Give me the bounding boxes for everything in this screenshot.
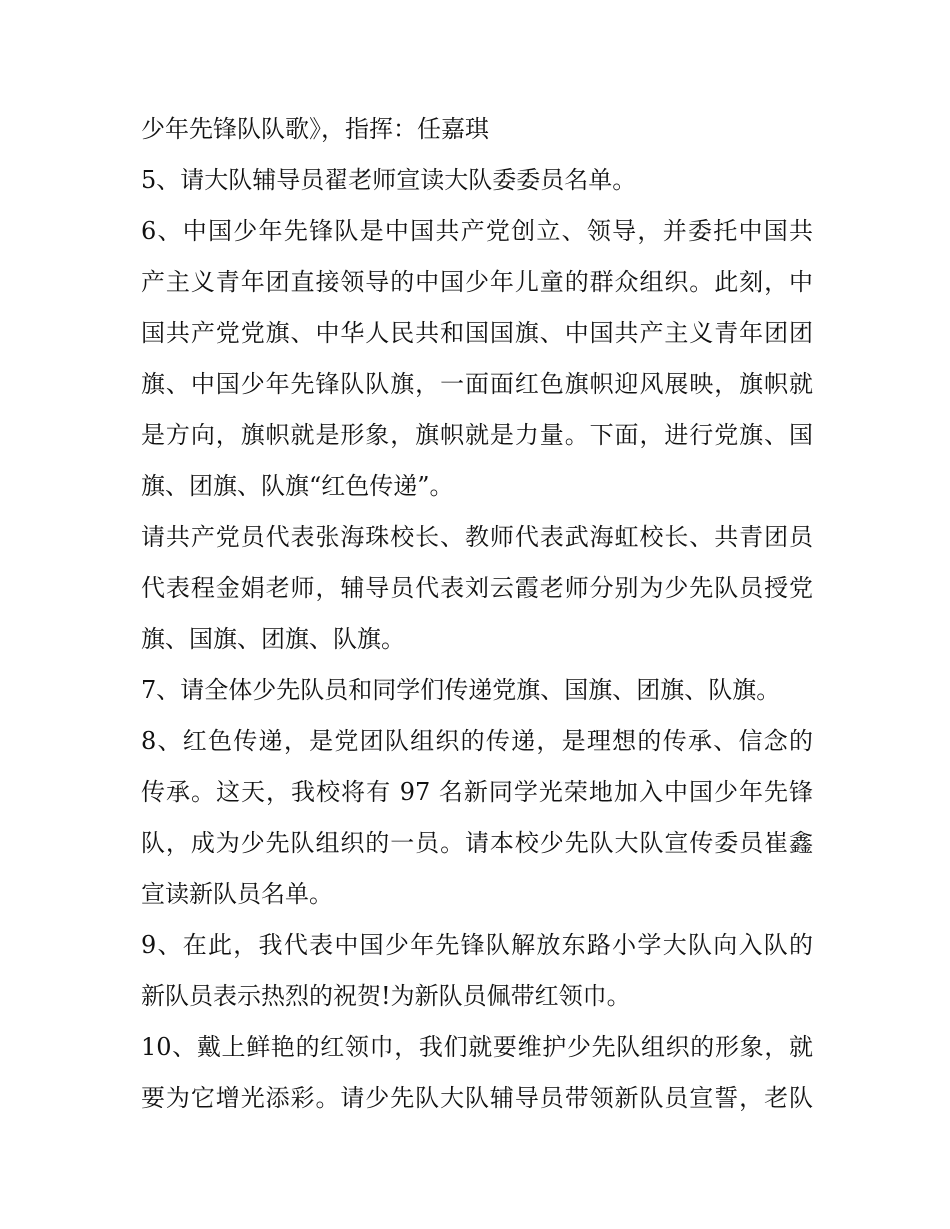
text-line: 代表程金娟老师，辅导员代表刘云霞老师分别为少先队员授党 [141, 574, 813, 602]
text-line: 新队员表示热烈的祝贺!为新队员佩带红领巾。 [141, 982, 631, 1010]
text-line: 10、戴上鲜艳的红领巾，我们就要维护少先队组织的形象，就 [141, 1033, 813, 1061]
text-line: 队，成为少先队组织的一员。请本校少先队大队宣传委员崔鑫 [141, 829, 813, 857]
text-line: 5、请大队辅导员翟老师宣读大队委委员名单。 [141, 166, 637, 194]
text-line: 旗、中国少年先锋队队旗，一面面红色旗帜迎风展映，旗帜就 [141, 370, 813, 398]
text-line: 国共产党党旗、中华人民共和国国旗、中国共产主义青年团团 [141, 319, 813, 347]
text-line: 宣读新队员名单。 [141, 880, 333, 908]
text-line: 要为它增光添彩。请少先队大队辅导员带领新队员宣誓，老队 [141, 1084, 813, 1112]
text-line: 6、中国少年先锋队是中国共产党创立、领导，并委托中国共 [141, 217, 813, 245]
text-line: 传承。这天，我校将有 97 名新同学光荣地加入中国少年先锋 [141, 778, 813, 806]
text-line: 9、在此，我代表中国少年先锋队解放东路小学大队向入队的 [141, 931, 813, 959]
text-line: 旗、国旗、团旗、队旗。 [141, 625, 405, 653]
text-line: 产主义青年团直接领导的中国少年儿童的群众组织。此刻，中 [141, 268, 813, 296]
text-line: 7、请全体少先队员和同学们传递党旗、国旗、团旗、队旗。 [141, 676, 781, 704]
document-body [141, 104, 813, 1124]
text-line: 少年先锋队队歌》，指挥：任嘉琪 [141, 115, 489, 143]
text-line: 请共产党员代表张海珠校长、教师代表武海虹校长、共青团员 [141, 523, 813, 551]
text-line: 旗、团旗、队旗“红色传递”。 [141, 472, 454, 500]
text-line: 是方向，旗帜就是形象，旗帜就是力量。下面，进行党旗、国 [141, 421, 813, 449]
text-line: 8、红色传递，是党团队组织的传递，是理想的传承、信念的 [141, 727, 813, 755]
